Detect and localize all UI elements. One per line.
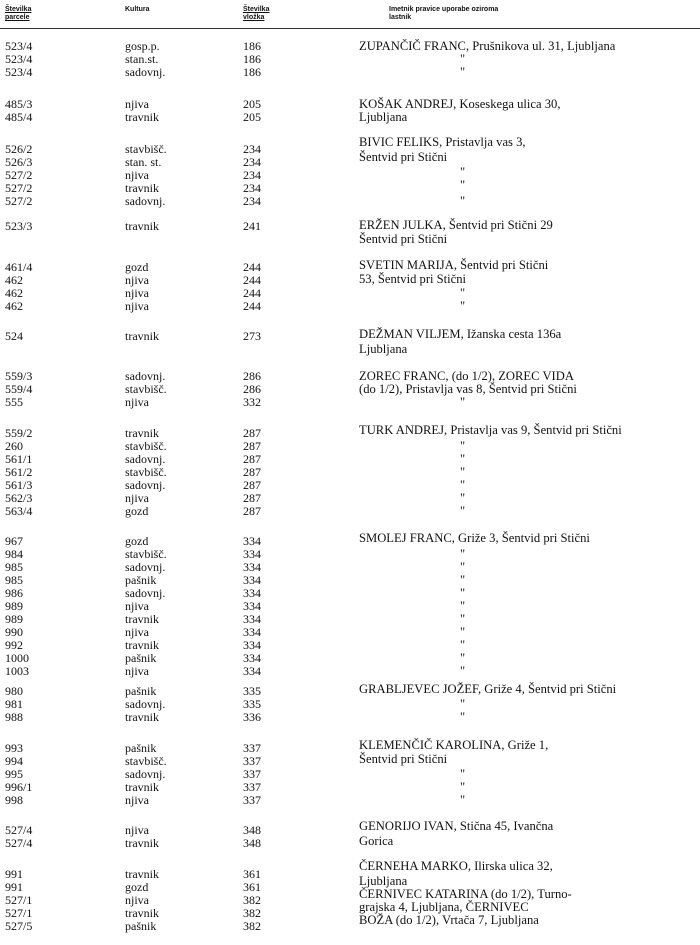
parcel-number: 985	[5, 560, 23, 574]
ditto-mark: "	[460, 478, 466, 492]
insert-number: 234	[243, 142, 261, 156]
culture-type: njiva	[125, 625, 149, 639]
parcel-number: 989	[5, 599, 23, 613]
parcel-number: 993	[5, 741, 23, 755]
header-culture-label: Kultura	[125, 6, 150, 13]
owner-address-line: Šentvid pri Stični	[359, 150, 448, 164]
owner-name-line	[359, 98, 561, 111]
insert-number: 186	[243, 39, 261, 53]
ditto-mark: "	[460, 286, 466, 300]
header-rule	[0, 28, 700, 29]
parcel-number: 462	[5, 273, 23, 287]
ditto-mark: "	[460, 165, 466, 179]
ditto-mark: "	[460, 65, 466, 79]
culture-type: gozd	[125, 504, 149, 518]
insert-number: 348	[243, 823, 261, 837]
parcel-number: 991	[5, 867, 23, 881]
owner-name: GRABLJEVEC JOŽEF	[359, 682, 478, 696]
culture-type: sadovnj.	[125, 560, 166, 574]
insert-number: 334	[243, 612, 261, 626]
culture-type: sadovnj.	[125, 478, 166, 492]
ditto-mark: "	[460, 664, 466, 678]
culture-type: njiva	[125, 286, 149, 300]
insert-number: 286	[243, 369, 261, 383]
header-parcel-number	[5, 6, 31, 22]
insert-number: 335	[243, 684, 261, 698]
parcel-number: 995	[5, 767, 23, 781]
culture-type: njiva	[125, 793, 149, 807]
header-insert-line2: vložka	[243, 14, 265, 21]
parcel-number: 526/2	[5, 142, 33, 156]
owner-address: , Šentvid pri Stični 29	[442, 218, 553, 232]
owner-name-line	[359, 820, 553, 833]
insert-number: 334	[243, 651, 261, 665]
culture-type: sadovnj.	[125, 586, 166, 600]
owner-address: , Ižanska cesta 136a	[460, 327, 562, 341]
ditto-mark: "	[460, 560, 466, 574]
culture-type: travnik	[125, 426, 159, 440]
culture-type: gosp.p.	[125, 39, 160, 53]
header-owner-line2: lastnik	[389, 14, 412, 21]
parcel-number: 527/1	[5, 906, 33, 920]
insert-number: 382	[243, 919, 261, 933]
culture-type: travnik	[125, 638, 159, 652]
parcel-number: 561/3	[5, 478, 33, 492]
owner-address: , Stična 45, Ivančna	[453, 819, 554, 833]
owner-name-line	[359, 259, 548, 272]
header-owner	[389, 6, 498, 22]
culture-type: njiva	[125, 664, 149, 678]
culture-type: travnik	[125, 906, 159, 920]
owner-address-line: grajska 4, Ljubljana, ČERNIVEC	[359, 900, 529, 914]
insert-number: 334	[243, 547, 261, 561]
culture-type: travnik	[125, 329, 159, 343]
insert-number: 205	[243, 97, 261, 111]
owner-name: ERŽEN JULKA	[359, 218, 443, 232]
owner-address-line: Šentvid pri Stični	[359, 232, 448, 246]
insert-number: 234	[243, 155, 261, 169]
owner-address-line: Gorica	[359, 834, 394, 848]
parcel-number: 461/4	[5, 260, 33, 274]
culture-type: pašnik	[125, 684, 157, 698]
insert-number: 273	[243, 329, 261, 343]
owner-name: ČERNEHA MARKO	[359, 859, 468, 873]
insert-number: 334	[243, 573, 261, 587]
culture-type: njiva	[125, 273, 149, 287]
owner-name-line	[359, 739, 548, 752]
ditto-mark: "	[460, 651, 466, 665]
insert-number: 337	[243, 793, 261, 807]
owner-address: , Pristavlja vas 3,	[439, 135, 526, 149]
insert-number: 337	[243, 767, 261, 781]
owner-name-line	[359, 860, 553, 873]
parcel-number: 462	[5, 299, 23, 313]
culture-type: stan. st.	[125, 155, 162, 169]
header-culture	[125, 6, 150, 14]
insert-number: 334	[243, 560, 261, 574]
owner-address: , Koseskega ulica 30,	[453, 97, 561, 111]
owner-name-line	[359, 328, 561, 341]
culture-type: stavbišč.	[125, 754, 167, 768]
insert-number: 244	[243, 299, 261, 313]
parcel-number: 989	[5, 612, 23, 626]
parcel-number: 527/2	[5, 194, 33, 208]
parcel-number: 527/4	[5, 836, 33, 850]
owner-name: SVETIN MARIJA	[359, 258, 454, 272]
owner-name: KOŠAK ANDREJ	[359, 97, 454, 111]
parcel-number: 527/4	[5, 823, 33, 837]
parcel-number: 992	[5, 638, 23, 652]
insert-number: 337	[243, 780, 261, 794]
ditto-mark: "	[460, 439, 466, 453]
ditto-mark: "	[460, 612, 466, 626]
owner-address: , Griže 1,	[501, 738, 549, 752]
owner-name: TURK ANDREJ	[359, 423, 445, 437]
culture-type: sadovnj.	[125, 452, 166, 466]
culture-type: njiva	[125, 823, 149, 837]
insert-number: 287	[243, 491, 261, 505]
parcel-number: 996/1	[5, 780, 33, 794]
owner-address-line: Šentvid pri Stični	[359, 752, 448, 766]
ditto-mark: "	[460, 465, 466, 479]
ditto-mark: "	[460, 178, 466, 192]
insert-number: 244	[243, 260, 261, 274]
parcel-number: 523/4	[5, 39, 33, 53]
insert-number: 241	[243, 219, 261, 233]
insert-number: 382	[243, 906, 261, 920]
culture-type: pašnik	[125, 573, 157, 587]
parcel-number: 562/3	[5, 491, 33, 505]
culture-type: sadovnj.	[125, 697, 166, 711]
insert-number: 205	[243, 110, 261, 124]
ditto-mark: "	[460, 504, 466, 518]
owner-address-line: ZOREC FRANC, (do 1/2), ZOREC VIDA	[359, 369, 574, 383]
owner-address-line: Ljubljana	[359, 110, 408, 124]
insert-number: 186	[243, 65, 261, 79]
culture-type: stavbišč.	[125, 382, 167, 396]
header-owner-line1: Imetnik pravice uporabe oziroma	[389, 6, 499, 13]
culture-type: pašnik	[125, 651, 157, 665]
parcel-number: 988	[5, 710, 23, 724]
culture-type: stavbišč.	[125, 547, 167, 561]
insert-number: 334	[243, 599, 261, 613]
owner-name: SMOLEJ FRANC	[359, 531, 452, 545]
parcel-number: 981	[5, 697, 23, 711]
parcel-number: 523/3	[5, 219, 33, 233]
culture-type: njiva	[125, 299, 149, 313]
owner-name-line	[359, 219, 553, 232]
insert-number: 348	[243, 836, 261, 850]
culture-type: sadovnj.	[125, 767, 166, 781]
culture-type: stan.st.	[125, 52, 159, 66]
owner-address-line: BOŽA (do 1/2), Vrtača 7, Ljubljana	[359, 913, 539, 927]
ditto-mark: "	[460, 599, 466, 613]
owner-address: , Griže 3, Šentvid pri Stični	[451, 531, 590, 545]
owner-address: , Ilirska ulica 32,	[467, 859, 553, 873]
parcel-number: 1000	[5, 651, 29, 665]
culture-type: travnik	[125, 836, 159, 850]
culture-type: travnik	[125, 219, 159, 233]
parcel-number: 523/4	[5, 52, 33, 66]
parcel-number: 260	[5, 439, 23, 453]
owner-name: DEŽMAN VILJEM	[359, 327, 461, 341]
culture-type: pašnik	[125, 919, 157, 933]
parcel-number: 523/4	[5, 65, 33, 79]
owner-name-line	[359, 683, 616, 696]
owner-address: , Šentvid pri Stični	[453, 258, 549, 272]
owner-name-line	[359, 136, 526, 149]
culture-type: njiva	[125, 395, 149, 409]
culture-type: sadovnj.	[125, 65, 166, 79]
parcel-number: 561/2	[5, 465, 33, 479]
insert-number: 244	[243, 286, 261, 300]
header-parcel-line1: Številka	[5, 6, 32, 13]
insert-number: 234	[243, 181, 261, 195]
parcel-number: 991	[5, 880, 23, 894]
parcel-number: 1003	[5, 664, 29, 678]
owner-address-line: Ljubljana	[359, 874, 408, 888]
insert-number: 334	[243, 534, 261, 548]
insert-number: 287	[243, 439, 261, 453]
ditto-mark: "	[460, 780, 466, 794]
insert-number: 244	[243, 273, 261, 287]
parcel-number: 485/4	[5, 110, 33, 124]
parcel-number: 984	[5, 547, 23, 561]
parcel-number: 986	[5, 586, 23, 600]
culture-type: travnik	[125, 612, 159, 626]
culture-type: travnik	[125, 110, 159, 124]
insert-number: 336	[243, 710, 261, 724]
ditto-mark: "	[460, 710, 466, 724]
insert-number: 234	[243, 168, 261, 182]
insert-number: 334	[243, 638, 261, 652]
owner-address-line: Ljubljana	[359, 342, 408, 356]
culture-type: njiva	[125, 893, 149, 907]
ditto-mark: "	[460, 625, 466, 639]
header-parcel-line2: parcele	[5, 14, 30, 21]
parcel-number: 967	[5, 534, 23, 548]
parcel-number: 559/3	[5, 369, 33, 383]
parcel-number: 559/2	[5, 426, 33, 440]
culture-type: njiva	[125, 491, 149, 505]
culture-type: travnik	[125, 710, 159, 724]
ditto-mark: "	[460, 697, 466, 711]
ditto-mark: "	[460, 491, 466, 505]
ditto-mark: "	[460, 767, 466, 781]
parcel-number: 998	[5, 793, 23, 807]
owner-name: KLEMENČIČ KAROLINA	[359, 738, 502, 752]
owner-address-line: (do 1/2), Pristavlja vas 8, Šentvid pri Stični	[359, 382, 577, 396]
ditto-mark: "	[460, 638, 466, 652]
ditto-mark: "	[460, 52, 466, 66]
culture-type: njiva	[125, 599, 149, 613]
parcel-number: 527/5	[5, 919, 33, 933]
ditto-mark: "	[460, 299, 466, 313]
owner-address: , Pristavlja vas 9, Šentvid pri Stični	[444, 423, 622, 437]
owner-address: , Griže 4, Šentvid pri Stični	[478, 682, 617, 696]
owner-name: BIVIC FELIKS	[359, 135, 440, 149]
owner-name-line	[359, 532, 590, 545]
culture-type: travnik	[125, 780, 159, 794]
insert-number: 287	[243, 504, 261, 518]
ditto-mark: "	[460, 395, 466, 409]
insert-number: 287	[243, 452, 261, 466]
ditto-mark: "	[460, 586, 466, 600]
insert-number: 361	[243, 867, 261, 881]
insert-number: 332	[243, 395, 261, 409]
parcel-number: 524	[5, 329, 23, 343]
culture-type: gozd	[125, 534, 149, 548]
ditto-mark: "	[460, 194, 466, 208]
owner-name-line	[359, 424, 622, 437]
parcel-number: 485/3	[5, 97, 33, 111]
culture-type: travnik	[125, 867, 159, 881]
header-insert-line1: Številka	[243, 6, 270, 13]
parcel-number: 559/4	[5, 382, 33, 396]
parcel-number: 561/1	[5, 452, 33, 466]
insert-number: 287	[243, 426, 261, 440]
owner-address-line: ČERNIVEC KATARINA (do 1/2), Turno-	[359, 887, 572, 901]
insert-number: 337	[243, 741, 261, 755]
culture-type: stavbišč.	[125, 142, 167, 156]
insert-number: 286	[243, 382, 261, 396]
owner-name: ZUPANČIČ FRANC	[359, 39, 466, 53]
culture-type: stavbišč.	[125, 439, 167, 453]
ditto-mark: "	[460, 547, 466, 561]
insert-number: 335	[243, 697, 261, 711]
header-insert-number	[243, 6, 269, 22]
owner-name: GENORIJO IVAN	[359, 819, 454, 833]
parcel-number: 980	[5, 684, 23, 698]
parcel-number: 994	[5, 754, 23, 768]
insert-number: 186	[243, 52, 261, 66]
culture-type: njiva	[125, 97, 149, 111]
insert-number: 382	[243, 893, 261, 907]
parcel-number: 462	[5, 286, 23, 300]
parcel-number: 527/1	[5, 893, 33, 907]
culture-type: pašnik	[125, 741, 157, 755]
parcel-number: 985	[5, 573, 23, 587]
culture-type: gozd	[125, 880, 149, 894]
ditto-mark: "	[460, 452, 466, 466]
culture-type: sadovnj.	[125, 194, 166, 208]
owner-address-line: 53, Šentvid pri Stični	[359, 272, 467, 286]
insert-number: 287	[243, 478, 261, 492]
insert-number: 337	[243, 754, 261, 768]
insert-number: 334	[243, 664, 261, 678]
parcel-number: 527/2	[5, 181, 33, 195]
owner-name-line	[359, 40, 615, 53]
parcel-number: 527/2	[5, 168, 33, 182]
culture-type: njiva	[125, 168, 149, 182]
ditto-mark: "	[460, 573, 466, 587]
parcel-number: 990	[5, 625, 23, 639]
culture-type: stavbišč.	[125, 465, 167, 479]
parcel-number: 555	[5, 395, 23, 409]
owner-address: , Prušnikova ul. 31, Ljubljana	[465, 39, 616, 53]
insert-number: 234	[243, 194, 261, 208]
insert-number: 287	[243, 465, 261, 479]
culture-type: gozd	[125, 260, 149, 274]
culture-type: travnik	[125, 181, 159, 195]
insert-number: 334	[243, 586, 261, 600]
culture-type: sadovnj.	[125, 369, 166, 383]
parcel-number: 563/4	[5, 504, 33, 518]
insert-number: 334	[243, 625, 261, 639]
insert-number: 361	[243, 880, 261, 894]
parcel-number: 526/3	[5, 155, 33, 169]
ditto-mark: "	[460, 793, 466, 807]
